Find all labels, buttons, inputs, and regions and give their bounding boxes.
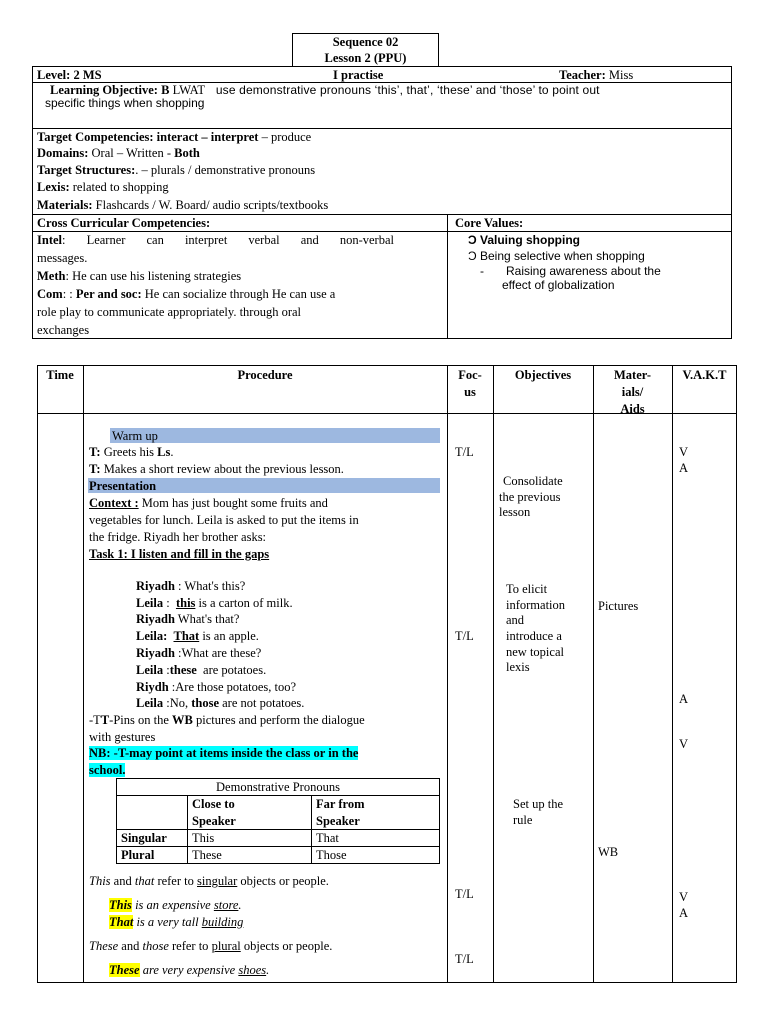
core-value-3b: effect of globalization: [502, 278, 615, 292]
presentation-heading: Presentation: [88, 478, 440, 493]
dialogue-line: Riydh :Are those potatoes, too?: [136, 680, 297, 694]
vakt-value: A: [679, 461, 689, 475]
com-line-3: exchanges: [37, 323, 90, 337]
material-wb: WB: [598, 845, 619, 859]
objective-consolidate: Consolidate the previous lesson: [499, 474, 563, 520]
teacher-label: Teacher: Miss: [559, 68, 634, 82]
col-header-procedure: Procedure: [237, 368, 293, 382]
demonstrative-pronouns-table: [116, 778, 440, 864]
sequence-title: Sequence 02: [332, 35, 399, 49]
core-values-title: Core Values:: [455, 216, 524, 230]
dialogue-line: Leila: That is an apple.: [136, 629, 259, 643]
example-store: This is an expensive store.: [109, 898, 242, 912]
core-value-3-dash: -: [480, 264, 484, 278]
nb-note: NB: -T-may point at items inside the class or in the school.: [89, 746, 359, 777]
core-value-2: Ɔ Being selective when shopping: [468, 249, 645, 263]
col-header-focus: Foc- us: [458, 368, 482, 399]
dialogue-line: Leila :No, those are not potatoes.: [136, 696, 305, 710]
com-line: Com: : Per and soc: He can socialize through He can use a: [37, 287, 336, 301]
lexis: Lexis: related to shopping: [37, 180, 169, 194]
vakt-value: V: [679, 445, 689, 459]
cross-curricular-title: Cross Curricular Competencies:: [37, 216, 211, 230]
learning-objective-cont: specific things when shopping: [45, 96, 205, 110]
pins-line-1: -TT-Pins on the WB pictures and perform the dialogue: [89, 713, 365, 727]
col-header-time: Time: [46, 368, 74, 382]
objective-elicit: To elicit information and introduce a new topical lexis: [506, 582, 566, 675]
dp-col-far: Far from Speaker: [312, 796, 440, 830]
warmup-heading: Warm up: [110, 428, 440, 443]
target-competencies: Target Competencies: interact – interpret – produce: [37, 130, 312, 144]
dp-cell: This: [188, 829, 312, 846]
teacher-review: T: Makes a short review about the previous lesson.: [89, 462, 344, 476]
stage-label: I practise: [333, 68, 384, 82]
dp-cell: Those: [312, 847, 440, 864]
domains: Domains: Oral – Written - Both: [37, 146, 200, 160]
dp-col-close: Close to Speaker: [188, 796, 312, 830]
vakt-value: V: [679, 890, 689, 904]
focus-value: T/L: [455, 445, 474, 459]
target-structures: Target Structures:. – plurals / demonstrative pronouns: [37, 163, 316, 177]
rule-plural: These and those refer to plural objects or people.: [89, 939, 333, 953]
dp-row-label: Singular: [117, 829, 188, 846]
focus-value: T/L: [455, 952, 474, 966]
pins-line-2: with gestures: [89, 730, 156, 744]
vakt-value: A: [679, 692, 689, 706]
dp-table-title: Demonstrative Pronouns: [117, 779, 440, 796]
rule-singular: This and that refer to singular objects or people.: [89, 874, 329, 888]
objective-rule: Set up the rule: [513, 797, 563, 827]
vakt-value: A: [679, 906, 689, 920]
col-header-vakt: V.A.K.T: [682, 368, 727, 382]
materials: Materials: Flashcards / W. Board/ audio scripts/textbooks: [37, 198, 329, 212]
example-shoes: These are very expensive shoes.: [109, 963, 270, 977]
context-line-1: Context : Mom has just bought some fruits and: [89, 496, 328, 510]
dialogue-line: Riyadh What's that?: [136, 612, 240, 626]
lesson-title: Lesson 2 (PPU): [324, 51, 407, 65]
context-line-2: vegetables for lunch. Leila is asked to put the items in: [89, 513, 359, 527]
col-header-materials: Mater- ials/ Aids: [613, 368, 651, 416]
learning-objective: Learning Objective: B LWAT use demonstrative pronouns ‘this’, that’, ‘these’ and ‘those’ to point out: [50, 83, 600, 97]
com-line-2: role play to communicate appropriately. through oral: [37, 305, 302, 319]
teacher-greets: T: Greets his Ls.: [89, 445, 174, 459]
task-1-heading: Task 1: I listen and fill in the gaps: [89, 547, 270, 561]
material-pictures: Pictures: [598, 599, 639, 613]
vakt-value: V: [679, 737, 689, 751]
focus-value: T/L: [455, 629, 474, 643]
dp-row-label: Plural: [117, 847, 188, 864]
intel-line-2: messages.: [37, 251, 88, 265]
intel-line: Intel: Learner can interpret verbal and non-verbal: [37, 233, 394, 247]
dialogue-line: Leila :these are potatoes.: [136, 663, 267, 677]
meth-line: Meth: He can use his listening strategies: [37, 269, 242, 283]
dialogue-line: Riyadh : What's this?: [136, 579, 246, 593]
context-line-3: the fridge. Riyadh her brother asks:: [89, 530, 267, 544]
col-header-objectives: Objectives: [514, 368, 572, 382]
level-label: Level: 2 MS: [37, 68, 102, 82]
core-value-1: Ɔ Valuing shopping: [468, 233, 580, 247]
core-value-3: Raising awareness about the: [506, 264, 661, 278]
example-building: That is a very tall building: [109, 915, 244, 929]
focus-value: T/L: [455, 887, 474, 901]
dp-cell: These: [188, 847, 312, 864]
dp-empty-cell: [117, 796, 188, 830]
dialogue-line: Riyadh :What are these?: [136, 646, 262, 660]
dialogue-line: Leila : this is a carton of milk.: [136, 596, 293, 610]
dp-cell: That: [312, 829, 440, 846]
